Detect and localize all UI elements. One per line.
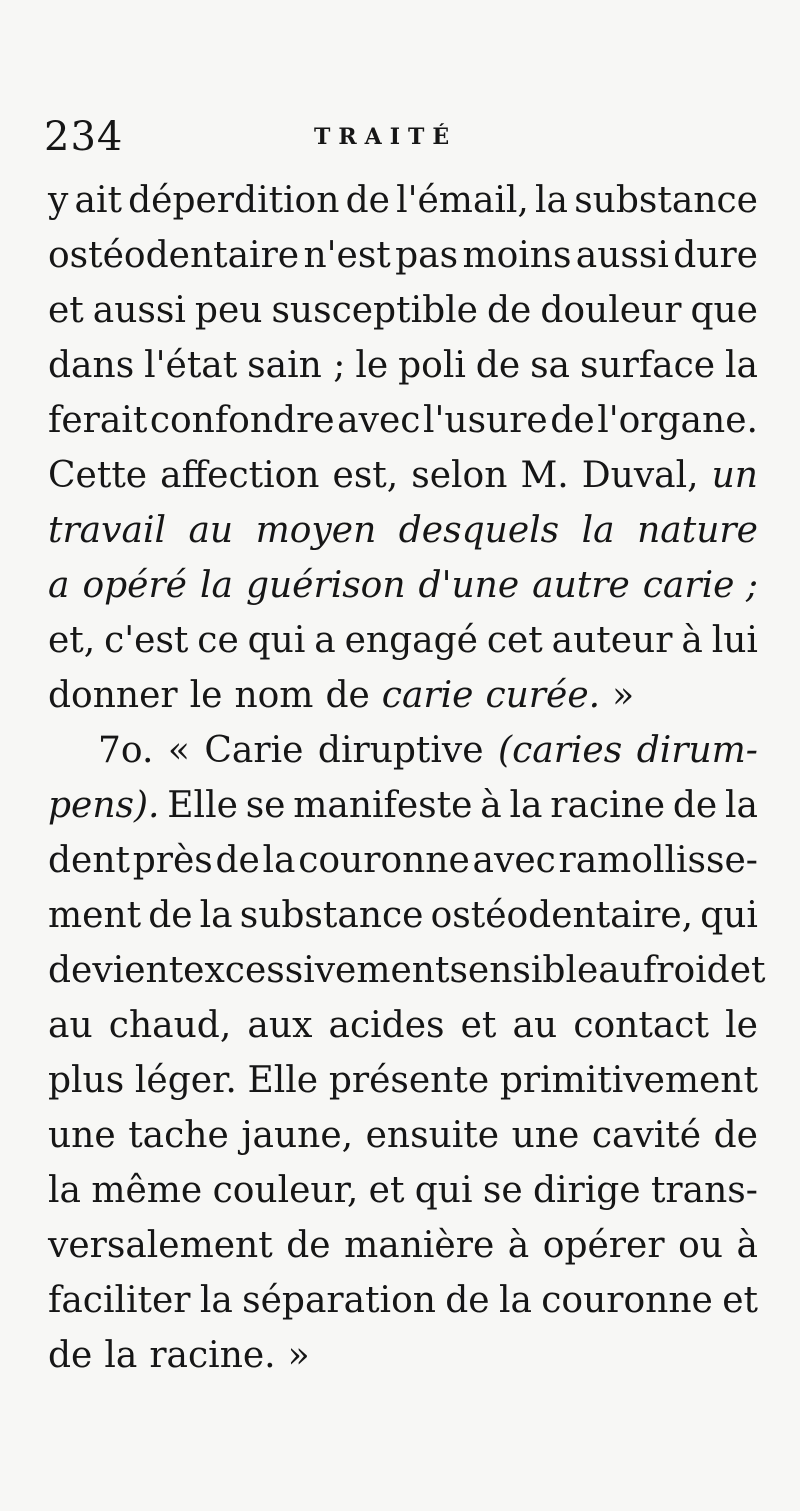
word: selon	[411, 455, 508, 496]
word: de	[672, 785, 718, 826]
text-line-19	[48, 1164, 758, 1218]
word: ou	[678, 1225, 723, 1266]
word: dirige	[532, 1170, 641, 1211]
word: l'émail,	[396, 180, 529, 221]
text-line-1	[48, 174, 758, 228]
word: que	[690, 290, 758, 331]
word: la	[509, 785, 543, 826]
word: trans-	[650, 1170, 758, 1211]
word: au	[48, 1005, 93, 1046]
word: le	[189, 675, 223, 716]
word: couleur,	[212, 1170, 359, 1211]
word: même	[91, 1170, 203, 1211]
word: à	[681, 620, 703, 661]
word: couronne	[298, 840, 470, 881]
running-title: TRAITÉ	[314, 124, 458, 150]
page-header	[44, 112, 764, 162]
word: et	[368, 1170, 405, 1211]
word: faciliter	[48, 1280, 191, 1321]
word: à	[507, 1225, 530, 1266]
text-line-15	[48, 944, 766, 998]
word: la	[498, 1280, 532, 1321]
word: au	[598, 950, 643, 991]
word: de	[325, 675, 370, 716]
word: versalement	[48, 1225, 273, 1266]
word: substance	[574, 180, 758, 221]
word: (caries	[498, 730, 623, 771]
word: racine	[550, 785, 666, 826]
text-line-20	[48, 1219, 758, 1273]
word: cet	[486, 620, 543, 661]
word: manière	[344, 1225, 495, 1266]
word: l'état	[144, 345, 238, 386]
text-line-6	[48, 449, 758, 503]
word: contact	[573, 1005, 709, 1046]
word: a	[48, 565, 70, 606]
word: une	[48, 1115, 116, 1156]
word: diruptive	[317, 730, 484, 771]
word: peu	[194, 290, 263, 331]
word: à	[736, 1225, 758, 1266]
word: de	[550, 400, 595, 441]
word: »	[287, 1335, 310, 1376]
word: tache	[128, 1115, 229, 1156]
word: à	[480, 785, 502, 826]
word: la	[725, 785, 758, 826]
word: curée.	[485, 675, 601, 716]
word: guérison	[245, 565, 406, 606]
word: de	[445, 1280, 490, 1321]
word: déperdition	[128, 180, 340, 221]
word: le	[725, 1005, 758, 1046]
word: engagé	[344, 620, 478, 661]
word: pens).	[48, 785, 160, 826]
word: avec	[472, 840, 556, 881]
text-line-13	[48, 834, 758, 888]
word: léger.	[134, 1060, 237, 1101]
word: de	[475, 345, 521, 386]
word: couronne	[541, 1280, 713, 1321]
word: c'est	[104, 620, 189, 661]
word: et	[722, 1280, 758, 1321]
word: se	[482, 1170, 523, 1211]
word: Duval,	[581, 455, 699, 496]
page-number: 234	[44, 114, 124, 160]
text-line-14	[48, 889, 758, 943]
word: susceptible	[271, 290, 478, 331]
word: desquels	[398, 510, 560, 551]
word: Carie	[204, 730, 304, 771]
text-line-4	[48, 339, 758, 393]
text-line-7	[48, 504, 758, 558]
word: ostéodentaire,	[430, 895, 694, 936]
word: sa	[530, 345, 571, 386]
word: aussi	[575, 235, 669, 276]
word: primitivement	[499, 1060, 758, 1101]
text-line-17	[48, 1054, 758, 1108]
word: avec	[337, 400, 421, 441]
word: d'une	[418, 565, 520, 606]
word: de	[486, 290, 532, 331]
word: «	[167, 730, 190, 771]
word: sensible	[449, 950, 599, 991]
word: de	[148, 895, 193, 936]
word: acides	[328, 1005, 445, 1046]
word: froid	[642, 950, 730, 991]
text-line-16	[48, 999, 758, 1053]
word: plus	[48, 1060, 125, 1101]
word: cavité	[591, 1115, 702, 1156]
word: sain ;	[247, 345, 346, 386]
word: racine.	[149, 1335, 276, 1376]
word: manifeste	[293, 785, 473, 826]
text-line-11	[98, 724, 758, 778]
word: opérer	[542, 1225, 665, 1266]
word: la	[535, 180, 569, 221]
word: confondre	[149, 400, 335, 441]
word: et	[460, 1005, 497, 1046]
word: Elle	[167, 785, 238, 826]
text-line-5	[48, 394, 758, 448]
word: dans	[48, 345, 135, 386]
word: y	[48, 180, 69, 221]
word: la	[725, 345, 758, 386]
word: aussi	[92, 290, 186, 331]
word: moins	[462, 235, 572, 276]
word: opéré	[82, 565, 187, 606]
word: de	[286, 1225, 331, 1266]
word: jaune,	[241, 1115, 354, 1156]
word: la	[199, 1280, 233, 1321]
word: donner	[48, 675, 178, 716]
word: nom	[234, 675, 314, 716]
word: ce	[197, 620, 239, 661]
word: lui	[711, 620, 758, 661]
word: l'usure	[422, 400, 548, 441]
word: se	[245, 785, 286, 826]
word: travail	[48, 510, 166, 551]
text-line-9	[48, 614, 758, 668]
word: est,	[332, 455, 399, 496]
word: la	[262, 840, 296, 881]
word: »	[612, 675, 635, 716]
word: douleur	[540, 290, 682, 331]
word: un	[711, 455, 758, 496]
word: M.	[520, 455, 569, 496]
word: devient	[48, 950, 184, 991]
word: surface	[579, 345, 716, 386]
word: ostéodentaire	[48, 235, 300, 276]
word: auteur	[551, 620, 673, 661]
text-line-18	[48, 1109, 758, 1163]
word: substance	[239, 895, 424, 936]
word: dure	[673, 235, 758, 276]
word: de	[215, 840, 260, 881]
word: et,	[48, 620, 96, 661]
word: a	[314, 620, 336, 661]
word: dent	[48, 840, 131, 881]
word: l'organe.	[597, 400, 758, 441]
word: de	[48, 1335, 93, 1376]
word: une	[511, 1115, 580, 1156]
word: au	[512, 1005, 558, 1046]
word: pas	[395, 235, 459, 276]
word: ait	[74, 180, 122, 221]
text-line-10	[48, 669, 758, 723]
word: carie ;	[642, 565, 758, 606]
word: 7o.	[98, 730, 154, 771]
word: qui	[247, 620, 306, 661]
word: excessivement	[183, 950, 450, 991]
word: ramollisse-	[558, 840, 758, 881]
word: nature	[637, 510, 758, 551]
word: la	[48, 1170, 81, 1211]
word: la	[104, 1335, 138, 1376]
word: présente	[328, 1060, 490, 1101]
word: aux	[247, 1005, 313, 1046]
text-line-21	[48, 1274, 758, 1328]
text-line-22	[48, 1329, 758, 1383]
word: la	[581, 510, 615, 551]
word: la	[199, 895, 233, 936]
word: et	[48, 290, 84, 331]
word: dirum-	[636, 730, 758, 771]
word: Elle	[247, 1060, 319, 1101]
word: qui	[700, 895, 758, 936]
word: le	[355, 345, 389, 386]
text-line-3	[48, 284, 758, 338]
word: près	[132, 840, 213, 881]
word: chaud,	[108, 1005, 232, 1046]
word: Cette	[48, 455, 148, 496]
word: moyen	[255, 510, 377, 551]
word: séparation	[242, 1280, 436, 1321]
word: au	[188, 510, 234, 551]
text-line-12	[48, 779, 758, 833]
word: ensuite	[365, 1115, 500, 1156]
word: qui	[414, 1170, 473, 1211]
word: poli	[398, 345, 466, 386]
word: la	[199, 565, 233, 606]
word: de	[713, 1115, 758, 1156]
word: n'est	[303, 235, 391, 276]
word: de	[345, 180, 390, 221]
word: et	[729, 950, 766, 991]
text-line-2	[48, 229, 758, 283]
word: autre	[532, 565, 630, 606]
word: ment	[48, 895, 142, 936]
word: carie	[381, 675, 474, 716]
text-line-8	[48, 559, 758, 613]
word: ferait	[48, 400, 148, 441]
word: affection	[160, 455, 320, 496]
